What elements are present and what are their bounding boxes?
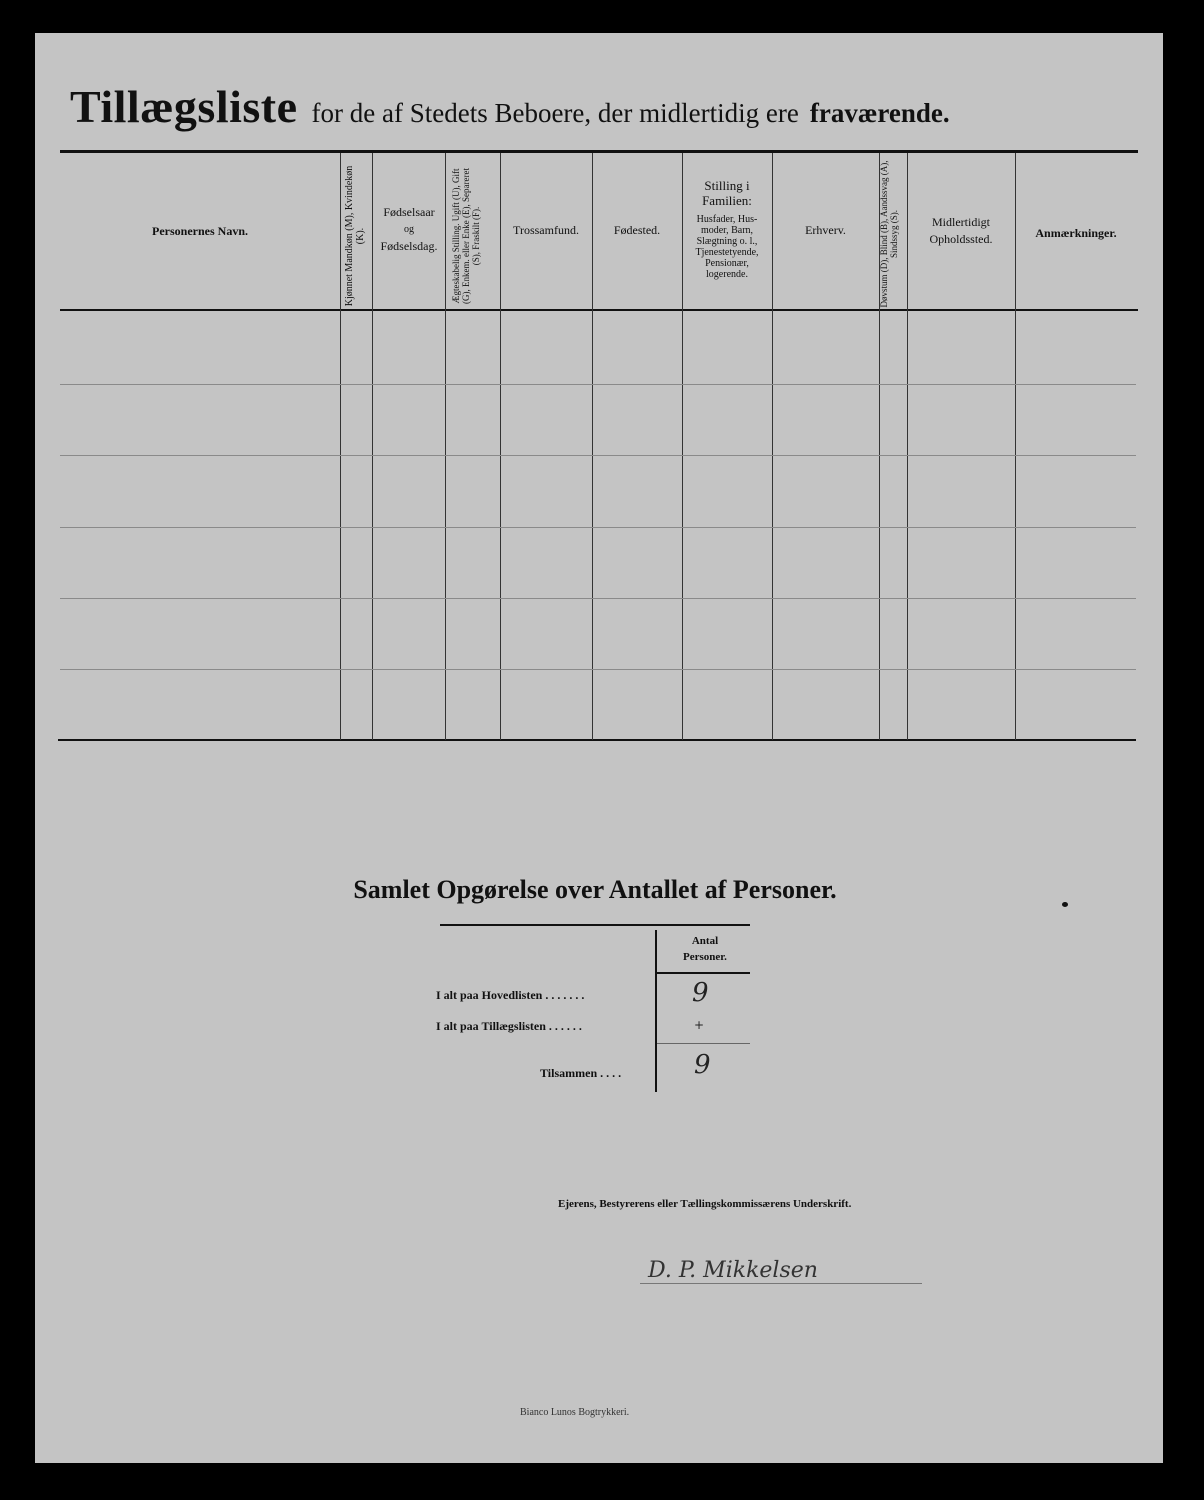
table-bottom-rule [58, 739, 1136, 741]
summary-row-label: Tilsammen . . . . [540, 1066, 622, 1080]
summary-col-header [660, 933, 750, 965]
form-title [70, 80, 1150, 133]
header-family-line: Pensionær, [705, 258, 749, 269]
header-temp-line1: Midlertidigt [932, 215, 990, 229]
header-family-line: Familien: [702, 193, 752, 208]
summary-title: Samlet Opgørelse over Antallet af Personer. [353, 875, 837, 904]
header-remarks: Anmærkninger. [1035, 226, 1117, 240]
col-divider [340, 153, 341, 740]
header-occupation: Erhverv. [805, 223, 846, 237]
table-row [60, 598, 1136, 599]
form-title-bold: fraværende. [809, 98, 950, 128]
summary-row-label: I alt paa Tillægslisten . . . . . . [436, 1019, 582, 1033]
summary-header-rule [657, 972, 750, 974]
col-divider [445, 153, 446, 740]
summary-divider [655, 930, 657, 1092]
summary-sum-rule [657, 1043, 750, 1044]
header-family-line: logerende. [706, 269, 748, 280]
summary-row-label: I alt paa Hovedlisten . . . . . . . [436, 988, 585, 1002]
header-family-line: moder, Barn, [700, 225, 754, 236]
header-birth-line1: Fødselsaar [383, 205, 435, 219]
col-divider [1015, 153, 1016, 740]
header-birth-line2: og [404, 224, 414, 235]
table-row [60, 527, 1136, 528]
header-family-line: Stilling i [704, 178, 750, 193]
header-family-position [682, 178, 772, 280]
summary-top-rule [440, 924, 750, 926]
summary-col-header-line2: Personer. [683, 951, 727, 963]
header-name: Personernes Navn. [152, 224, 248, 238]
col-divider [592, 153, 593, 740]
table-header-rule [60, 309, 1138, 311]
header-temporary-residence [907, 214, 1015, 248]
summary-row-value: 9 [692, 978, 709, 1008]
summary-row-value: 9 [694, 1050, 711, 1080]
col-divider [772, 153, 773, 740]
summary-col-header-line1: Antal [691, 935, 719, 947]
summary-row-value: + [694, 1018, 705, 1032]
table-top-rule [60, 150, 1138, 153]
signature-line [640, 1283, 922, 1284]
col-divider [500, 153, 501, 740]
form-title-main: Tillægsliste [70, 81, 298, 132]
table-row [60, 669, 1136, 670]
header-marital: Ægteskabelig Stilling. Ugift (U), Gift (G), Enkem. eller Enke (E), Separeret (S), Fraskilt (F). [451, 168, 481, 304]
header-gender: Kjønnet Mandkøn (M), Kvindekøn (K). [344, 165, 366, 307]
signature-name: D. P. Mikkelsen [648, 1258, 818, 1283]
signature-caption: Ejerens, Bestyrerens eller Tællingskommissærens Underskrift. [558, 1198, 852, 1210]
header-family-line: Tjenestetyende, [695, 247, 759, 258]
form-title-rest: for de af Stedets Beboere, der midlertidig ere [311, 98, 799, 128]
header-birth-line3: Fødselsdag. [380, 239, 438, 253]
ink-speck [1062, 902, 1068, 907]
header-religion: Trossamfund. [513, 223, 579, 237]
header-family-line: Slægtning o. l., [696, 236, 758, 247]
header-disability: Døvstum (D), Blind (B), Aandssvag (A), Sindssyg (S). [879, 160, 899, 308]
table-row [60, 384, 1136, 385]
header-temp-line2: Opholdssted. [929, 232, 993, 246]
header-birthplace: Fødested. [613, 223, 661, 237]
header-birth [373, 206, 445, 253]
header-family-line: Husfader, Hus- [696, 214, 758, 225]
printer-credit: Bianco Lunos Bogtrykkeri. [520, 1407, 630, 1418]
table-row [60, 455, 1136, 456]
